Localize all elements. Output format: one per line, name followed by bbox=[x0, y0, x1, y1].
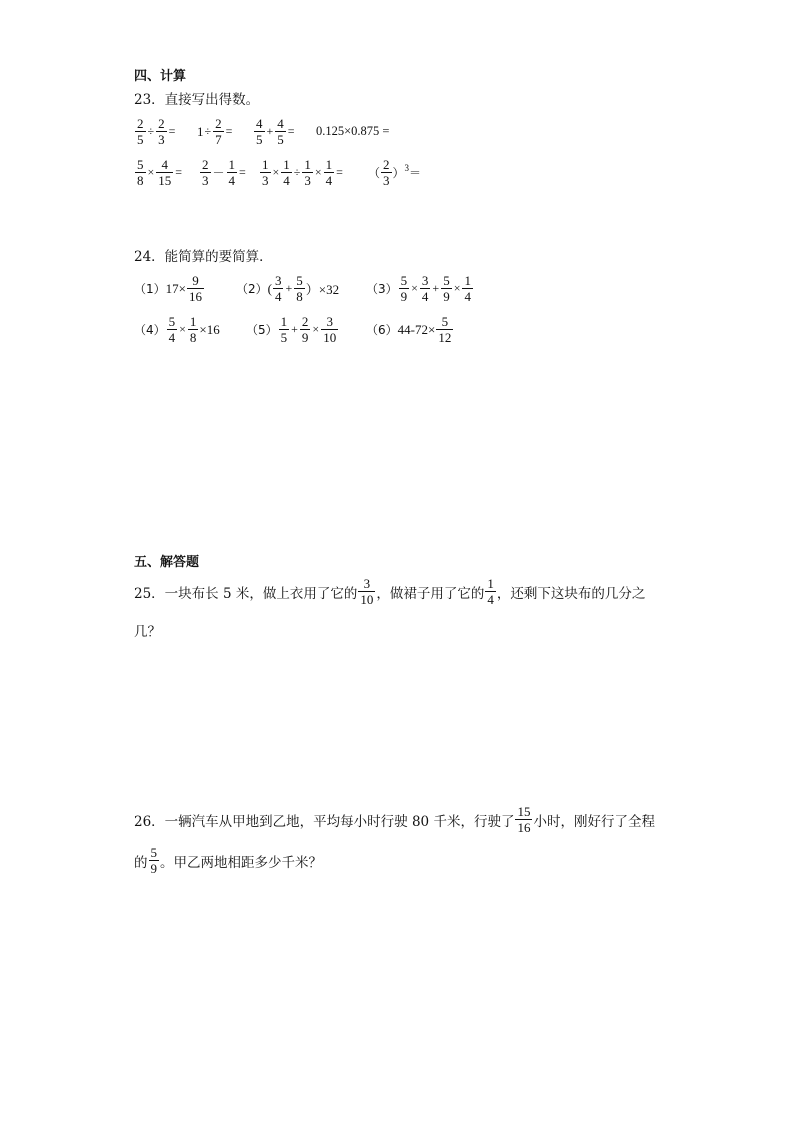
fraction: $\frac{1}{5}$ bbox=[280, 314, 288, 345]
q23-expression-4: 0.125×0.875 = bbox=[316, 124, 390, 138]
fraction: $\frac{5}{12}$ bbox=[438, 314, 452, 345]
fraction: $\frac{4}{15}$ bbox=[158, 157, 172, 188]
fraction: $\frac{3}{4}$ bbox=[274, 273, 282, 304]
fraction: $\frac{4}{5}$ bbox=[277, 116, 284, 147]
q24-problem-4: （4） $\frac{5}{4}$ × $\frac{1}{8}$ ×16 bbox=[134, 314, 220, 345]
fraction: $\frac{2}{9}$ bbox=[301, 314, 309, 345]
q24-problem-5: （5） $\frac{1}{5}$ + $\frac{2}{9}$ × $\frac{3}{10}$ bbox=[246, 314, 337, 345]
question-24-label: 24．能简算的要简算． bbox=[134, 249, 273, 265]
fraction: $\frac{2}{7}$ bbox=[215, 116, 222, 147]
section-title-calculation: 四、计算 bbox=[134, 69, 187, 84]
fraction: $\frac{1}{4}$ bbox=[228, 157, 236, 188]
fraction: $\frac{3}{10}$ bbox=[323, 314, 337, 345]
question-25-line-1: 25．一块布长 5 米，做上衣用了它的 $\frac{3}{10}$ ，做裙子用了它的 $\frac{1}{4}$ ，还剩下这块布的几分之 bbox=[134, 576, 646, 607]
q23-expression-5: $\frac{5}{8}$ × $\frac{4}{15}$ = bbox=[137, 157, 183, 188]
fraction: $\frac{2}{5}$ bbox=[137, 116, 144, 147]
q23-expression-8: （ $\frac{2}{3}$ ） 3 ＝ bbox=[368, 157, 422, 188]
fraction: $\frac{5}{4}$ bbox=[168, 314, 176, 345]
fraction: $\frac{2}{3}$ bbox=[202, 157, 209, 188]
fraction: $\frac{1}{4}$ bbox=[325, 157, 333, 188]
fraction: $\frac{3}{4}$ bbox=[421, 273, 429, 304]
question-26-line-2: 的 $\frac{5}{9}$ 。甲乙两地相距多少千米？ bbox=[134, 845, 322, 876]
fraction: $\frac{5}{9}$ bbox=[400, 273, 408, 304]
q23-expression-3: $\frac{4}{5}$ + $\frac{4}{5}$ = bbox=[256, 116, 295, 147]
q23-expression-2: 1 ÷ $\frac{2}{7}$ = bbox=[197, 116, 233, 147]
fraction: $\frac{5}{9}$ bbox=[150, 845, 157, 876]
fraction: $\frac{1}{3}$ bbox=[304, 157, 311, 188]
question-23-label: 23．直接写出得数。 bbox=[134, 92, 260, 108]
fraction: $\frac{1}{4}$ bbox=[464, 273, 471, 304]
fraction: $\frac{5}{8}$ bbox=[296, 273, 303, 304]
fraction: $\frac{4}{5}$ bbox=[256, 116, 263, 147]
q24-problem-3: （3） $\frac{5}{9}$ × $\frac{3}{4}$ + $\frac{5}{9}$ × $\frac{1}{4}$ bbox=[366, 273, 471, 304]
fraction: $\frac{9}{16}$ bbox=[188, 273, 202, 304]
section-title-word-problems: 五、解答题 bbox=[134, 555, 200, 570]
q24-problem-2: （2） ( $\frac{3}{4}$ + $\frac{5}{8}$ ）×32 bbox=[236, 273, 340, 304]
fraction: $\frac{1}{8}$ bbox=[189, 314, 197, 345]
fraction: $\frac{1}{4}$ bbox=[283, 157, 290, 188]
fraction: $\frac{15}{16}$ bbox=[517, 804, 531, 835]
fraction: $\frac{3}{10}$ bbox=[360, 576, 374, 607]
q24-problem-1: （1） 17× $\frac{9}{16}$ bbox=[134, 273, 202, 304]
q23-expression-6: $\frac{2}{3}$ － $\frac{1}{4}$ = bbox=[202, 157, 246, 188]
question-25-line-2: 几？ bbox=[134, 624, 161, 640]
fraction: $\frac{5}{8}$ bbox=[137, 157, 144, 188]
fraction: $\frac{2}{3}$ bbox=[158, 116, 165, 147]
fraction: $\frac{1}{4}$ bbox=[487, 576, 494, 607]
q24-problem-6: （6） 44-72× $\frac{5}{12}$ bbox=[366, 314, 452, 345]
q23-expression-1: $\frac{2}{5}$ ÷ $\frac{2}{3}$ = bbox=[137, 116, 176, 147]
fraction: $\frac{5}{9}$ bbox=[443, 273, 450, 304]
question-26-line-1: 26．一辆汽车从甲地到乙地，平均每小时行驶 80 千米，行驶了 $\frac{15}{16}$ 小时，刚好行了全程 bbox=[134, 804, 655, 835]
q23-expression-7: $\frac{1}{3}$ × $\frac{1}{4}$ ÷ $\frac{1}{3}$ × $\frac{1}{4}$ = bbox=[262, 157, 343, 188]
fraction: $\frac{1}{3}$ bbox=[262, 157, 269, 188]
fraction: $\frac{2}{3}$ bbox=[383, 157, 390, 188]
